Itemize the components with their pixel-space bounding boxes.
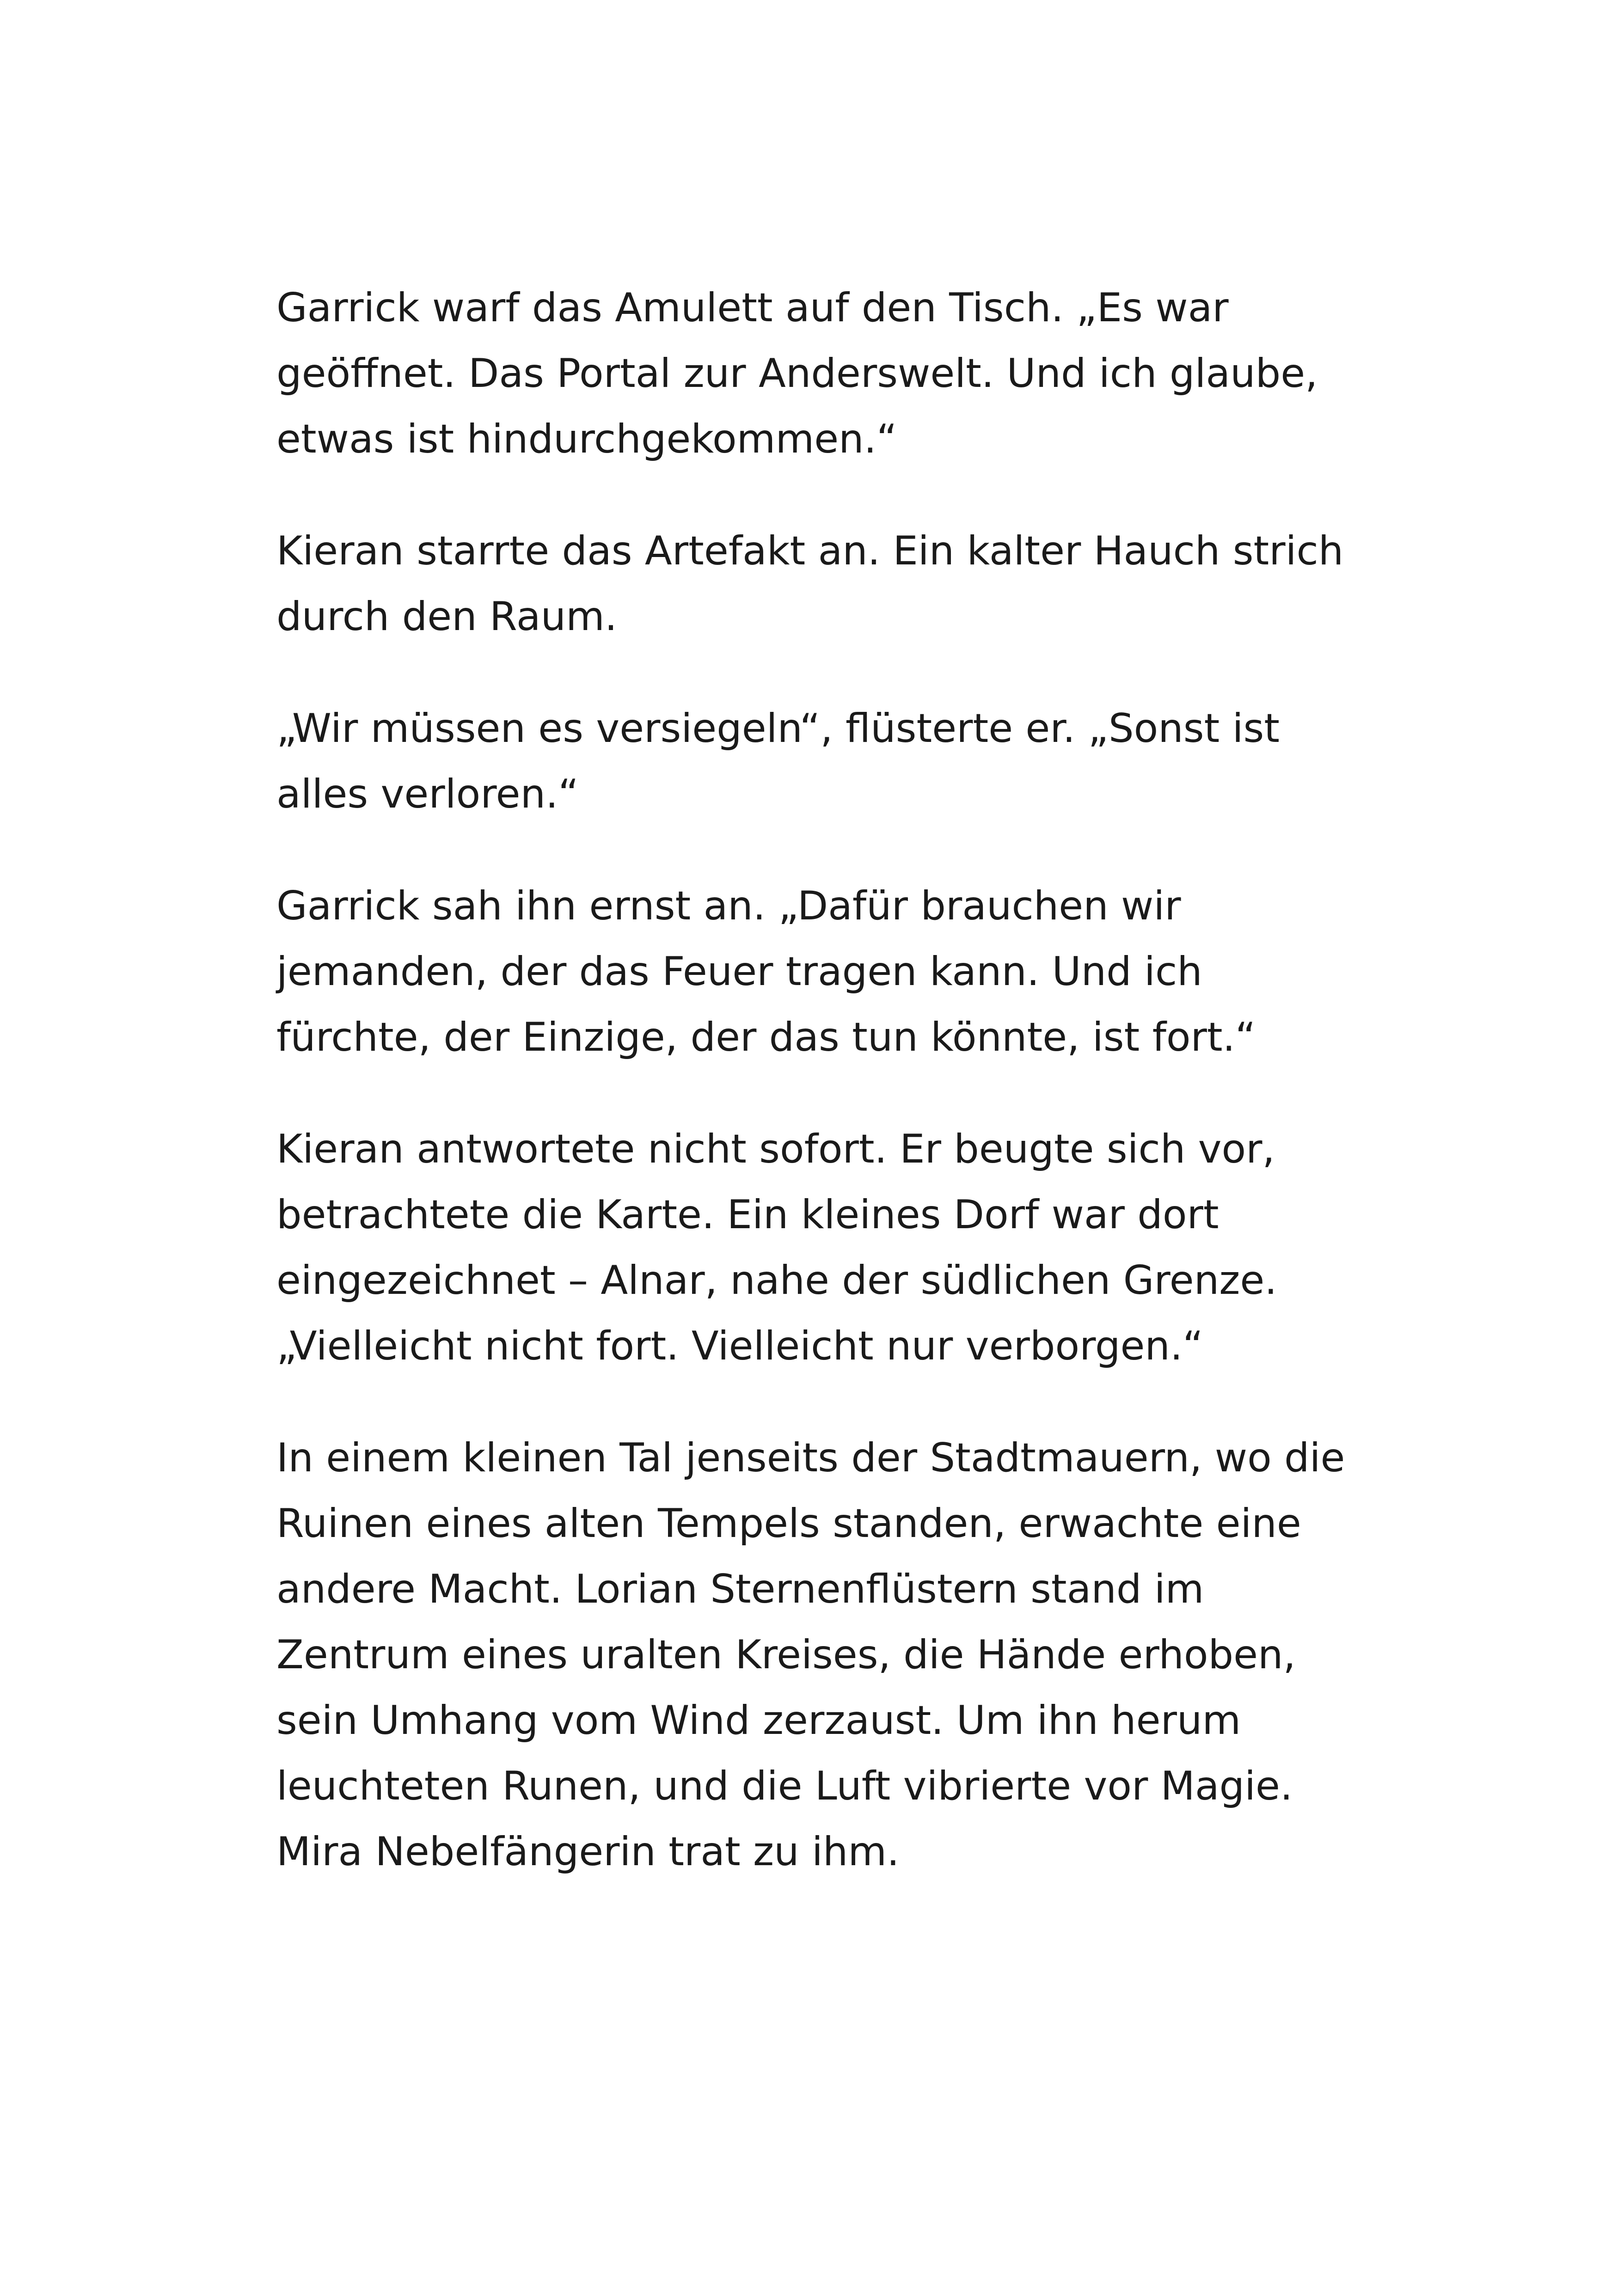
text-line: geöffnet. Das Portal zur Anderswelt. Und ich glaube, — [276, 350, 1318, 397]
paragraph-1 — [276, 275, 1354, 472]
text-line: jemanden, der das Feuer tragen kann. Und ich — [276, 949, 1202, 995]
text-line: Garrick warf das Amulett auf den Tisch. „Es war — [276, 285, 1229, 331]
paragraph-6 — [276, 1425, 1354, 1885]
paragraph-3 — [276, 696, 1354, 827]
text-line: „Wir müssen es versiegeln“, flüsterte er. „Sonst ist — [276, 705, 1280, 752]
text-line: durch den Raum. — [276, 594, 618, 640]
text-line: fürchte, der Einzige, der das tun könnte, ist fort.“ — [276, 1014, 1256, 1060]
text-line: andere Macht. Lorian Sternenflüstern stand im — [276, 1566, 1204, 1612]
document-text — [276, 275, 1354, 1931]
text-line: Kieran starrte das Artefakt an. Ein kalter Hauch strich — [276, 528, 1344, 574]
text-line: In einem kleinen Tal jenseits der Stadtmauern, wo die — [276, 1435, 1345, 1481]
text-line: betrachtete die Karte. Ein kleines Dorf war dort — [276, 1192, 1219, 1238]
paragraph-5 — [276, 1116, 1354, 1379]
text-line: etwas ist hindurchgekommen.“ — [276, 416, 897, 462]
text-line: „Vielleicht nicht fort. Vielleicht nur verborgen.“ — [276, 1323, 1203, 1369]
paragraph-4 — [276, 873, 1354, 1070]
text-line: leuchteten Runen, und die Luft vibrierte vor Magie. — [276, 1763, 1293, 1809]
text-line: sein Umhang vom Wind zerzaust. Um ihn herum — [276, 1697, 1241, 1744]
paragraph-2 — [276, 518, 1354, 649]
text-line: Zentrum eines uralten Kreises, die Hände erhoben, — [276, 1632, 1296, 1678]
text-line: Mira Nebelfängerin trat zu ihm. — [276, 1829, 900, 1875]
text-line: Garrick sah ihn ernst an. „Dafür brauchen wir — [276, 883, 1181, 929]
text-line: eingezeichnet – Alnar, nahe der südlichen Grenze. — [276, 1257, 1277, 1304]
text-line: alles verloren.“ — [276, 771, 579, 817]
text-line: Ruinen eines alten Tempels standen, erwachte eine — [276, 1500, 1301, 1547]
text-line: Kieran antwortete nicht sofort. Er beugte sich vor, — [276, 1126, 1275, 1172]
